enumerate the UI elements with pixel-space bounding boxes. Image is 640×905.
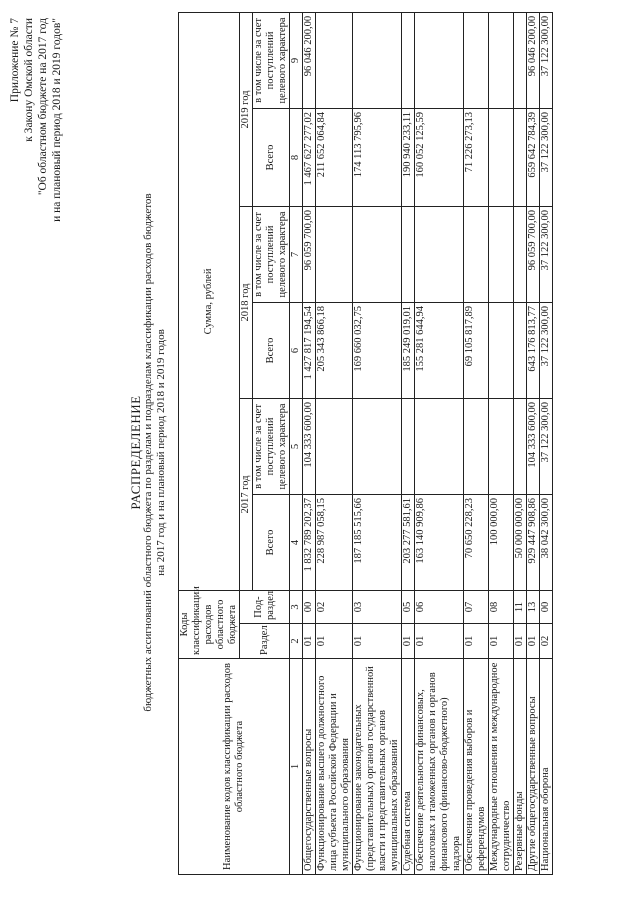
appendix-law-title-1: "Об областном бюджете на 2017 год	[37, 18, 49, 196]
row-targeted-2017: 37 122 300,00	[540, 398, 553, 494]
row-subsection: 11	[514, 590, 527, 623]
table-row	[415, 12, 464, 874]
row-total-2019: 174 113 795,96	[353, 108, 402, 206]
appendix-note	[8, 18, 64, 318]
header-section: Раздел	[240, 624, 290, 659]
column-number-row	[290, 12, 303, 874]
row-total-2017: 929 447 908,86	[527, 494, 540, 590]
row-total-2019: 659 642 784,39	[527, 108, 540, 206]
document-subtitle	[142, 0, 168, 905]
row-total-2017: 70 650 228,23	[464, 494, 489, 590]
row-subsection: 03	[353, 590, 402, 623]
row-name: Национальная оборона	[540, 659, 553, 875]
row-name: Общегосударственные вопросы	[303, 659, 316, 875]
row-total-2019: 190 940 233,11	[402, 108, 415, 206]
column-number: 7	[290, 206, 303, 302]
row-name: Функционирование законодательных (представительных) органов государственной власти и представительных органов муниципальных образований	[353, 659, 402, 875]
row-total-2017: 50 000 000,00	[514, 494, 527, 590]
row-subsection: 06	[415, 590, 464, 623]
row-targeted-2018: 96 059 700,00	[527, 206, 540, 302]
row-targeted-2017	[402, 398, 415, 494]
row-targeted-2019: 96 046 200,00	[527, 12, 540, 108]
row-targeted-2017	[415, 398, 464, 494]
row-targeted-2018	[514, 206, 527, 302]
row-total-2019: 160 052 125,59	[415, 108, 464, 206]
table-row	[527, 12, 540, 874]
row-targeted-2018: 37 122 300,00	[540, 206, 553, 302]
header-total-2019: Всего	[253, 108, 290, 206]
row-targeted-2019: 96 046 200,00	[303, 12, 316, 108]
row-targeted-2018	[402, 206, 415, 302]
row-section: 01	[527, 624, 540, 659]
row-targeted-2018	[415, 206, 464, 302]
column-number: 2	[290, 624, 303, 659]
table-row	[464, 12, 489, 874]
header-targeted-2019: в том числе за счет поступлений целевого характера	[253, 12, 290, 108]
row-targeted-2018: 96 059 700,00	[303, 206, 316, 302]
row-name: Судебная система	[402, 659, 415, 875]
column-number: 9	[290, 12, 303, 108]
row-section: 02	[540, 624, 553, 659]
document-title: РАСПРЕДЕЛЕНИЕ	[128, 395, 143, 510]
table-row	[353, 12, 402, 874]
row-total-2018	[489, 302, 514, 398]
table-row	[514, 12, 527, 874]
row-section: 01	[489, 624, 514, 659]
table-row	[489, 12, 514, 874]
row-section: 01	[464, 624, 489, 659]
row-total-2019	[514, 108, 527, 206]
subtitle-line-1: бюджетных ассигнований областного бюджета по разделам и подразделам классификации расходов бюджетов	[142, 193, 154, 712]
row-total-2017: 1 832 789 202,37	[303, 494, 316, 590]
header-name: Наименование кодов классификации расходов областного бюджета	[179, 659, 290, 875]
row-targeted-2017	[489, 398, 514, 494]
row-name: Обеспечение деятельности финансовых, налоговых и таможенных органов и органов финансового (финансово-бюджетного) надзора	[415, 659, 464, 875]
row-targeted-2017: 104 333 600,00	[527, 398, 540, 494]
row-section: 01	[353, 624, 402, 659]
header-targeted-2018: в том числе за счет поступлений целевого характера	[253, 206, 290, 302]
row-targeted-2018	[353, 206, 402, 302]
budget-table	[178, 12, 553, 875]
row-total-2017: 100 000,00	[489, 494, 514, 590]
row-targeted-2017	[316, 398, 353, 494]
row-total-2019: 37 122 300,00	[540, 108, 553, 206]
row-section: 01	[402, 624, 415, 659]
header-total-2018: Всего	[253, 302, 290, 398]
table-row	[303, 12, 316, 874]
column-number: 3	[290, 590, 303, 623]
row-subsection: 08	[489, 590, 514, 623]
row-total-2018: 185 249 019,01	[402, 302, 415, 398]
row-targeted-2017: 104 333 600,00	[303, 398, 316, 494]
row-section: 01	[415, 624, 464, 659]
row-targeted-2018	[489, 206, 514, 302]
row-total-2017: 38 042 300,00	[540, 494, 553, 590]
column-number: 4	[290, 494, 303, 590]
row-targeted-2019	[415, 12, 464, 108]
row-total-2017: 163 140 909,86	[415, 494, 464, 590]
row-section: 01	[316, 624, 353, 659]
row-total-2017: 203 277 581,61	[402, 494, 415, 590]
row-name: Функционирование высшего должностного лица субъекта Российской Федерации и муниципального образования	[316, 659, 353, 875]
row-targeted-2018	[316, 206, 353, 302]
row-targeted-2017	[353, 398, 402, 494]
row-name: Международные отношения и международное сотрудничество	[489, 659, 514, 875]
row-targeted-2019	[464, 12, 489, 108]
row-total-2018	[514, 302, 527, 398]
header-targeted-2017: в том числе за счет поступлений целевого характера	[253, 398, 290, 494]
row-targeted-2019	[489, 12, 514, 108]
table-row	[316, 12, 353, 874]
header-year-2017: 2017 год	[240, 398, 253, 590]
appendix-law-title-2: и на плановый период 2018 и 2019 годов"	[51, 18, 63, 222]
header-year-2019: 2019 год	[240, 12, 253, 206]
row-subsection: 00	[303, 590, 316, 623]
row-total-2019: 1 467 627 277,02	[303, 108, 316, 206]
row-targeted-2019	[514, 12, 527, 108]
row-targeted-2019	[402, 12, 415, 108]
row-total-2017: 187 185 515,66	[353, 494, 402, 590]
table-row	[402, 12, 415, 874]
row-total-2017: 228 987 058,15	[316, 494, 353, 590]
appendix-law: к Закону Омской области	[23, 18, 35, 142]
column-number: 6	[290, 302, 303, 398]
header-codes: Коды классификации расходов областного бюджета	[179, 590, 240, 658]
table-row	[540, 12, 553, 874]
header-sum: Сумма, рублей	[179, 12, 240, 590]
row-total-2018: 69 105 817,89	[464, 302, 489, 398]
row-name: Резервные фонды	[514, 659, 527, 875]
subtitle-line-2: на 2017 год и на плановый период 2018 и 2019 годов	[155, 329, 167, 576]
row-subsection: 02	[316, 590, 353, 623]
row-targeted-2019	[353, 12, 402, 108]
row-subsection: 05	[402, 590, 415, 623]
row-name: Другие общегосударственные вопросы	[527, 659, 540, 875]
row-subsection: 13	[527, 590, 540, 623]
row-targeted-2018	[464, 206, 489, 302]
row-section: 01	[303, 624, 316, 659]
row-total-2018: 169 660 032,75	[353, 302, 402, 398]
appendix-number: Приложение № 7	[9, 18, 21, 103]
column-number: 1	[290, 659, 303, 875]
column-number: 8	[290, 108, 303, 206]
header-subsection: Под-раздел	[240, 590, 290, 623]
column-number: 5	[290, 398, 303, 494]
row-subsection: 07	[464, 590, 489, 623]
row-total-2019: 71 226 273,13	[464, 108, 489, 206]
row-total-2018: 205 343 866,18	[316, 302, 353, 398]
row-targeted-2017	[514, 398, 527, 494]
row-targeted-2019: 37 122 300,00	[540, 12, 553, 108]
row-total-2018: 155 281 644,94	[415, 302, 464, 398]
row-total-2018: 37 122 300,00	[540, 302, 553, 398]
row-section: 01	[514, 624, 527, 659]
header-total-2017: Всего	[253, 494, 290, 590]
row-targeted-2017	[464, 398, 489, 494]
row-subsection: 00	[540, 590, 553, 623]
row-total-2018: 1 427 817 194,54	[303, 302, 316, 398]
header-year-2018: 2018 год	[240, 206, 253, 398]
row-targeted-2019	[316, 12, 353, 108]
row-total-2019	[489, 108, 514, 206]
row-name: Обеспечение проведения выборов и референдумов	[464, 659, 489, 875]
row-total-2019: 211 652 064,84	[316, 108, 353, 206]
row-total-2018: 643 176 813,77	[527, 302, 540, 398]
